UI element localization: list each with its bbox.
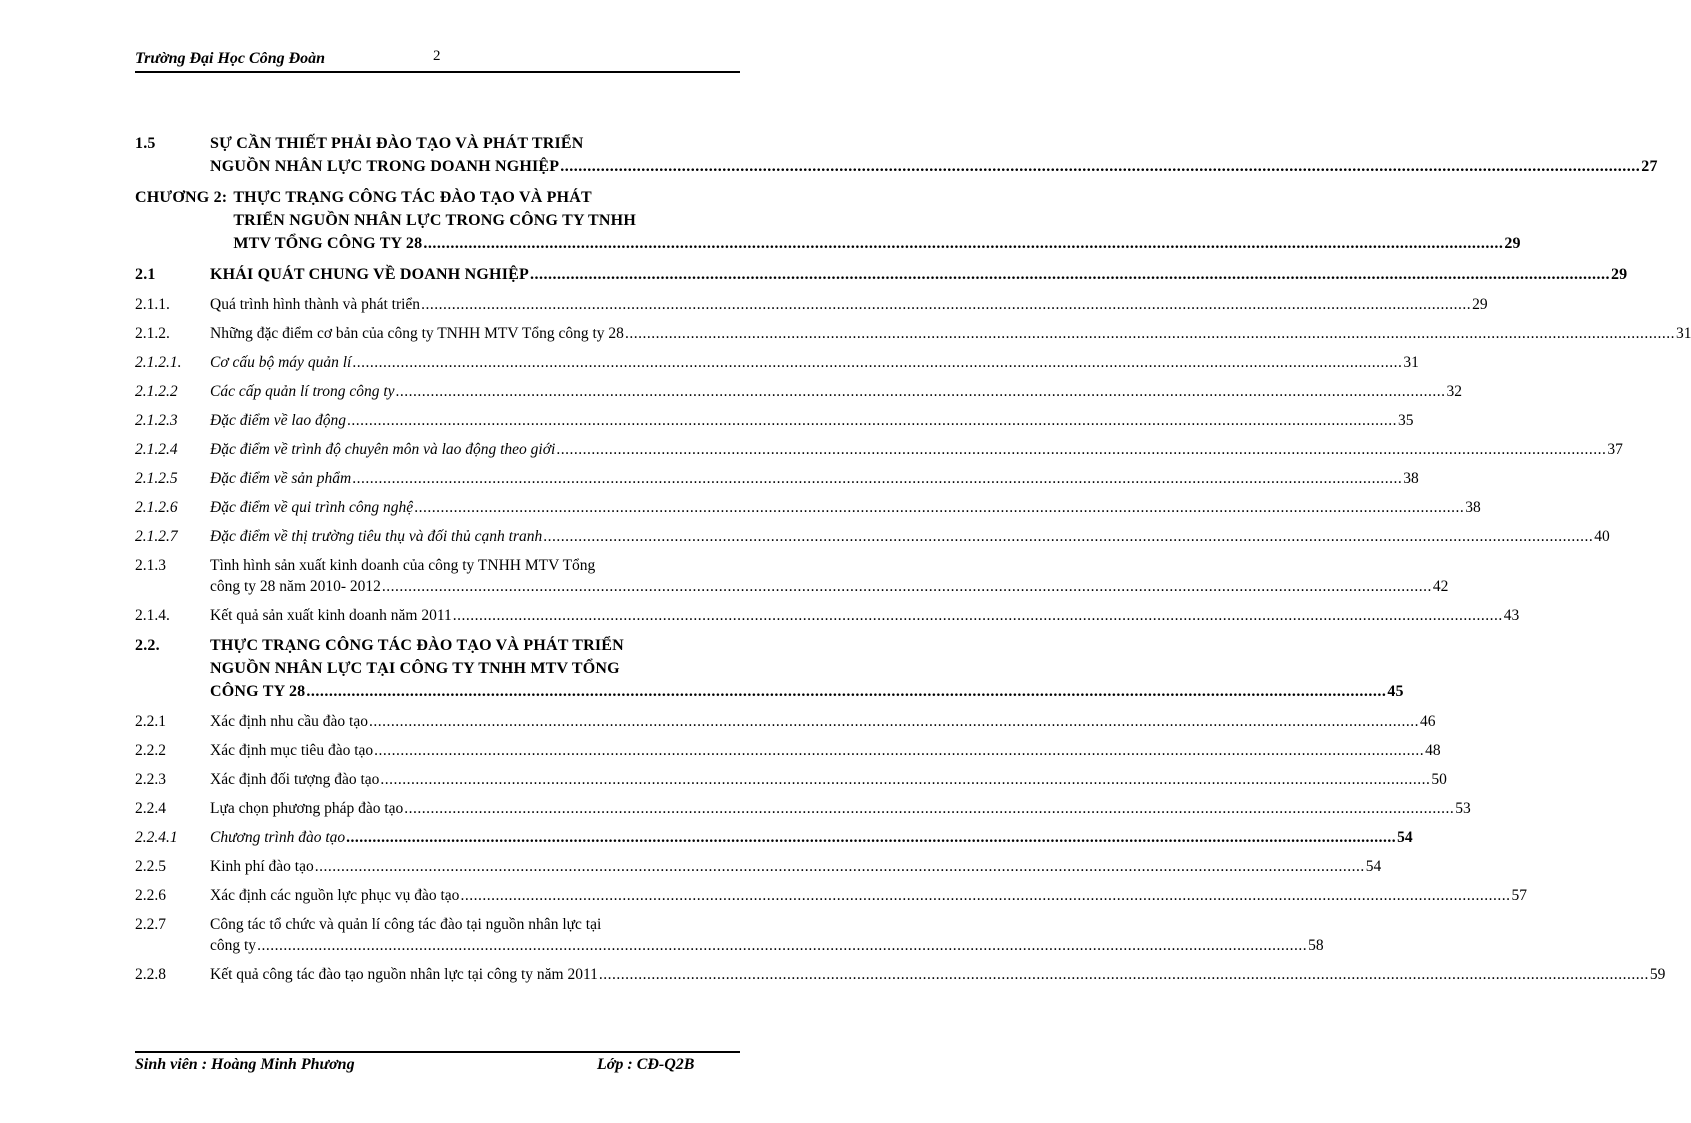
toc-entry-number: 2.2.4.1 [135,829,178,846]
toc-entry-page: 37 [1607,441,1623,458]
toc-entry-page: 53 [1455,800,1471,817]
toc-entry[interactable] [135,769,1447,790]
toc-entry-text [210,468,1419,489]
toc-entry-text [210,323,1691,344]
toc-entry[interactable] [135,827,1413,848]
toc-entry[interactable] [135,497,1481,518]
toc-entry-title: THỰC TRẠNG CÔNG TÁC ĐÀO TẠO VÀ PHÁT [233,189,592,206]
toc-entry-text [210,263,1627,286]
toc-entry-number: 2.2.7 [135,916,166,933]
toc-entry-page: 38 [1465,499,1481,516]
dot-leader [315,856,1365,877]
toc-entry-title: Đặc điểm về thị trường tiêu thụ và đối thủ cạnh tranh [210,528,543,545]
toc-entry-number: CHƯƠNG 2: [135,189,228,206]
toc-entry-number: 2.1.3 [135,557,166,574]
toc-entry-page: 59 [1649,966,1666,983]
toc-entry-text [210,634,1404,703]
toc-entry[interactable] [135,711,1436,732]
dot-leader [460,885,1510,906]
toc-entry-title: Xác định các nguồn lực phục vụ đào tạo [210,887,460,904]
toc-entry-number: 2.2.6 [135,887,166,904]
toc-entry[interactable] [135,740,1441,761]
dot-leader [306,680,1386,703]
toc-entry[interactable] [135,885,1527,906]
toc-entry-number: 2.1.2.7 [135,528,178,545]
toc-entry-title: MTV TỔNG CÔNG TY 28 [233,235,423,252]
toc-entry-page: 29 [1504,235,1521,252]
toc-entry-number: 2.1.1. [135,296,170,313]
toc-entry[interactable] [135,605,1520,626]
toc-entry[interactable] [135,964,1666,985]
toc-entry[interactable] [135,856,1382,877]
toc-entry-text [210,827,1413,848]
toc-entry[interactable] [135,323,1691,344]
dot-leader [543,526,1593,547]
toc-entry[interactable] [135,263,1628,286]
toc-entry-number: 1.5 [135,135,156,152]
toc-entry[interactable] [135,555,1449,597]
page-header [135,50,740,72]
toc-entry-title: Kinh phí đào tạo [210,858,314,875]
toc-entry-title: Quá trình hình thành và phát triển [210,296,421,313]
toc-entry-title: Xác định mục tiêu đào tạo [210,742,374,759]
toc-entry[interactable] [135,294,1488,315]
toc-entry[interactable] [135,798,1471,819]
dot-leader [346,827,1396,848]
toc-entry-title: SỰ CẦN THIẾT PHẢI ĐÀO TẠO VÀ PHÁT TRIỂN [210,135,584,152]
toc-entry-text [210,555,1448,597]
toc-entry-text [210,798,1471,819]
toc-entry[interactable] [135,410,1414,431]
school-name: Trường Đại Học Công Đoàn [135,50,326,67]
toc-entry-title: CÔNG TY 28 [210,683,306,700]
toc-entry-number: 2.1.2.3 [135,412,178,429]
toc-entry-number: 2.2.8 [135,966,166,983]
toc-entry-text [210,381,1462,402]
toc-entry[interactable] [135,352,1419,373]
toc-entry-page: 31 [1675,325,1691,342]
toc-entry-text [210,410,1414,431]
toc-entry[interactable] [135,186,1521,255]
toc-entry-number: 2.1.2.5 [135,470,178,487]
toc-entry-page: 32 [1446,383,1463,400]
page-footer [135,1056,740,1078]
toc-entry-title: công ty 28 năm 2010- 2012 [210,578,381,595]
toc-entry-number: 2.2. [135,637,160,654]
toc-entry-title: công ty [210,937,257,954]
toc-entry-text [210,352,1419,373]
toc-entry-page: 45 [1387,683,1404,700]
dot-leader [599,964,1649,985]
toc-entry[interactable] [135,381,1463,402]
dot-leader [404,798,1454,819]
toc-entry-title: Đặc điểm về sản phẩm [210,470,352,487]
toc-entry-page: 50 [1431,771,1447,788]
dot-leader [257,935,1307,956]
toc-entry-page: 54 [1397,829,1413,846]
dot-leader [556,439,1606,460]
toc-entry-title: Đặc điểm về qui trình công nghệ [210,499,414,516]
toc-entry-title: Kết quả công tác đào tạo nguồn nhân lực tại công ty năm 2011 [210,966,598,983]
toc-entry-title: KHÁI QUÁT CHUNG VỀ DOANH NGHIỆP [210,266,529,283]
footer-rule [135,1051,740,1053]
toc-entry[interactable] [135,468,1419,489]
toc-entry-text [210,526,1610,547]
toc-entry-text [210,769,1447,790]
toc-entry-page: 58 [1308,937,1324,954]
dot-leader [352,352,1402,373]
toc-entry-page: 46 [1419,713,1436,730]
toc-entry-page: 57 [1511,887,1527,904]
toc-entry-title: Xác định đối tượng đào tạo [210,771,380,788]
toc-entry-title: Các cấp quản lí trong công ty [210,383,395,400]
dot-leader [352,468,1402,489]
toc-entry-page: 29 [1472,296,1488,313]
student-name: Sinh viên : Hoàng Minh Phương [135,1056,355,1073]
toc-entry-title: THỰC TRẠNG CÔNG TÁC ĐÀO TẠO VÀ PHÁT TRIỂN [210,637,624,654]
toc-entry[interactable] [135,634,1404,703]
table-of-contents [135,132,1691,993]
class-code: Lớp : CĐ-Q2B [597,1056,695,1073]
toc-entry-title: Chương trình đào tạo [210,829,346,846]
toc-entry-text [210,294,1488,315]
toc-entry-title: Những đặc điểm cơ bản của công ty TNHH MTV Tổng công ty 28 [210,325,624,342]
toc-entry-number: 2.1.2.1. [135,354,182,371]
toc-entry-page: 38 [1403,470,1419,487]
toc-entry-page: 40 [1594,528,1610,545]
dot-leader [421,294,1471,315]
toc-entry-title: TRIỂN NGUỒN NHÂN LỰC TRONG CÔNG TY TNHH [233,212,636,229]
page-number: 2 [433,48,441,64]
toc-entry-number: 2.2.4 [135,800,166,817]
toc-entry-title: Công tác tổ chức và quản lí công tác đào tại nguồn nhân lực tại [210,916,602,933]
dot-leader [380,769,1430,790]
toc-entry-title: Cơ cấu bộ máy quản lí [210,354,352,371]
toc-entry-text [210,740,1441,761]
toc-entry-text [210,497,1481,518]
toc-entry-text [233,186,1520,255]
toc-entry-text [210,439,1623,460]
toc-entry-number: 2.1.2. [135,325,170,342]
toc-entry-number: 2.2.5 [135,858,166,875]
toc-entry[interactable] [135,914,1324,956]
toc-entry-text [210,964,1665,985]
dot-leader [453,605,1503,626]
dot-leader [423,232,1503,255]
toc-entry-title: Lựa chọn phương pháp đào tạo [210,800,404,817]
toc-entry-title: Đặc điểm về trình độ chuyên môn và lao động theo giới [210,441,556,458]
toc-entry-text [210,605,1519,626]
toc-entry-title: Tình hình sản xuất kinh doanh của công ty TNHH MTV Tổng [210,557,596,574]
dot-leader [560,155,1640,178]
toc-entry-text [210,856,1381,877]
toc-entry-number: 2.1.2.4 [135,441,178,458]
toc-entry-page: 27 [1641,158,1658,175]
toc-entry-page: 48 [1425,742,1441,759]
toc-entry-page: 43 [1503,607,1520,624]
toc-entry-page: 42 [1432,578,1449,595]
toc-entry-text [210,885,1527,906]
toc-entry[interactable] [135,439,1623,460]
toc-entry-text [210,914,1324,956]
dot-leader [347,410,1397,431]
dot-leader [625,323,1675,344]
toc-entry-number: 2.1.4. [135,607,170,624]
toc-entry-number: 2.1.2.6 [135,499,178,516]
toc-entry[interactable] [135,132,1658,178]
toc-entry-page: 31 [1403,354,1419,371]
toc-entry-title: Đặc điểm về lao động [210,412,347,429]
dot-leader [382,576,1432,597]
toc-entry-title: Xác định nhu cầu đào tạo [210,713,368,730]
toc-entry-number: 2.2.1 [135,713,166,730]
toc-entry-page: 29 [1610,266,1628,283]
toc-entry-number: 2.1.2.2 [135,383,178,400]
header-rule [135,71,740,73]
dot-leader [369,711,1419,732]
toc-entry-title: Kết quả sản xuất kinh doanh năm 2011 [210,607,452,624]
toc-entry-number: 2.1 [135,266,156,283]
dot-leader [414,497,1464,518]
dot-leader [530,263,1610,286]
toc-entry[interactable] [135,526,1610,547]
dot-leader [396,381,1446,402]
toc-entry-title: NGUỒN NHÂN LỰC TRONG DOANH NGHIỆP [210,158,560,175]
toc-entry-title: NGUỒN NHÂN LỰC TẠI CÔNG TY TNHH MTV TỔNG [210,660,620,677]
toc-entry-page: 54 [1365,858,1382,875]
dot-leader [374,740,1424,761]
toc-entry-text [210,711,1435,732]
toc-entry-page: 35 [1398,412,1414,429]
toc-entry-text [210,132,1658,178]
toc-entry-number: 2.2.2 [135,742,166,759]
toc-entry-number: 2.2.3 [135,771,166,788]
